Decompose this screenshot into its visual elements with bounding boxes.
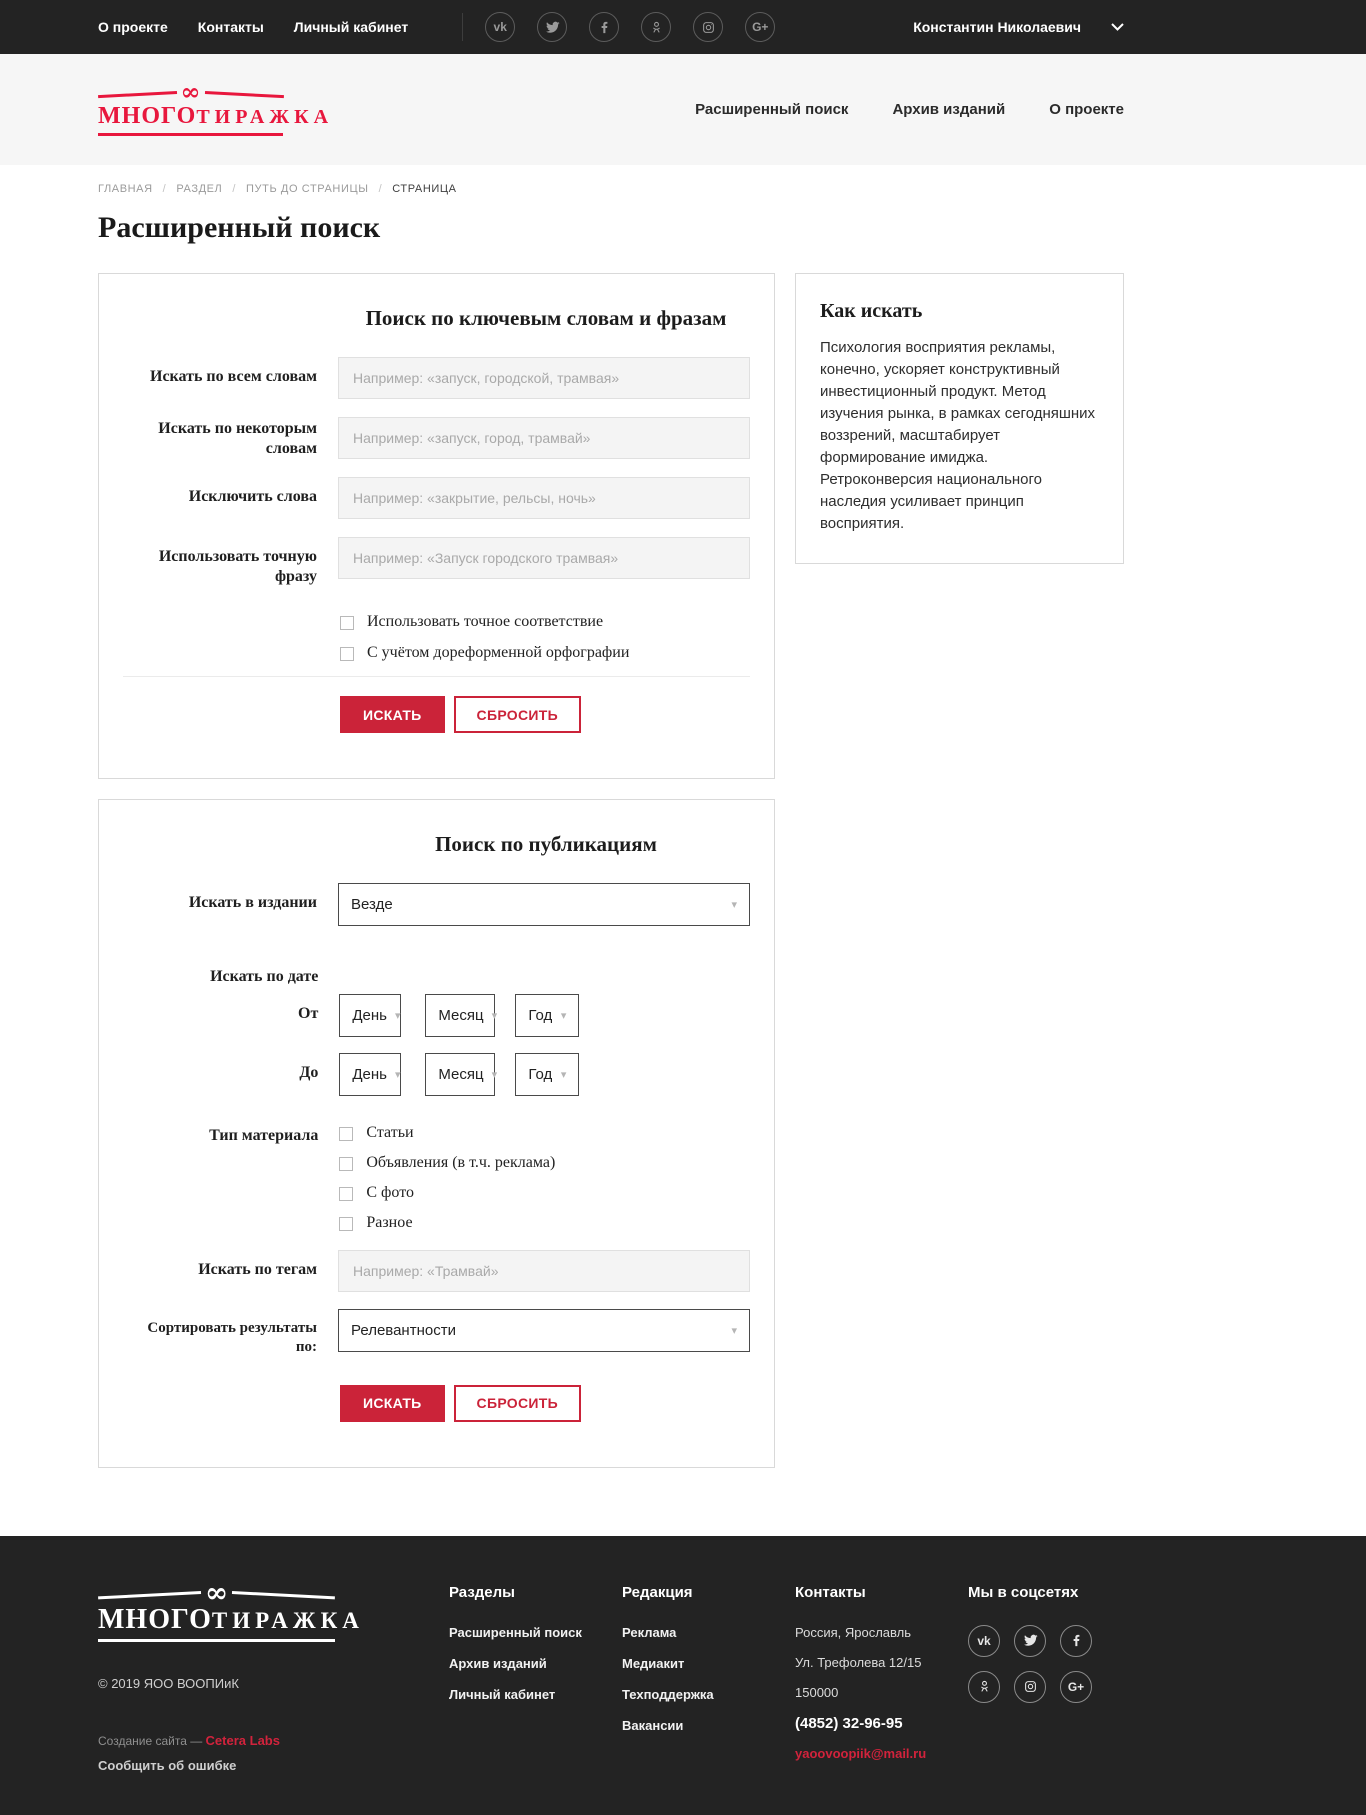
chevron-down-icon: ▾ <box>731 899 737 911</box>
field-label-edition: Искать в издании <box>188 894 317 911</box>
topbar-link-account[interactable]: Личный кабинет <box>293 19 409 35</box>
breadcrumb-separator <box>369 183 393 195</box>
type-misc-checkbox[interactable] <box>339 1217 353 1231</box>
prereform-spelling-label: С учётом дореформенной орфографии <box>367 644 630 661</box>
date-to-month-value: Месяц <box>438 1066 484 1083</box>
field-label-exclude-words: Исключить слова <box>188 488 317 505</box>
type-ads-checkbox[interactable] <box>339 1157 353 1171</box>
keywords-form-title: Поиск по ключевым словам и фразам <box>365 306 727 330</box>
keywords-search-button[interactable]: ИСКАТЬ <box>340 696 445 733</box>
date-from-year-select[interactable] <box>515 994 579 1037</box>
breadcrumb-path[interactable]: ПУТЬ ДО СТРАНИЦЫ <box>246 183 369 195</box>
prereform-spelling-checkbox[interactable] <box>340 647 354 661</box>
exact-match-label: Использовать точное соответствие <box>367 613 604 630</box>
footer-link-vacancies[interactable]: Вакансии <box>622 1717 684 1733</box>
footer-link-advanced-search[interactable]: Расширенный поиск <box>449 1624 582 1640</box>
google-plus-glyph: G+ <box>752 20 769 34</box>
footer-link-support[interactable]: Техподдержка <box>622 1686 714 1702</box>
facebook-glyph <box>1069 1633 1084 1648</box>
tags-input[interactable] <box>338 1250 750 1292</box>
chevron-down-icon: ▾ <box>731 1325 737 1337</box>
footer-logo[interactable] <box>98 1575 364 1642</box>
footer-col-social <box>968 1584 1128 1775</box>
type-ads-label: Объявления (в т.ч. реклама) <box>366 1154 556 1171</box>
footer-link-archive[interactable]: Архив изданий <box>449 1655 547 1671</box>
topbar-link-about[interactable]: О проекте <box>98 19 168 35</box>
header-nav <box>695 101 1124 118</box>
field-label-sort: Сортировать результаты по: <box>147 1320 317 1355</box>
sort-select[interactable] <box>338 1309 750 1352</box>
prereform-spelling-checkbox-row[interactable] <box>340 644 750 662</box>
publications-search-button[interactable]: ИСКАТЬ <box>340 1385 445 1422</box>
date-to-day-select[interactable] <box>339 1053 401 1096</box>
topbar-social-row <box>485 12 775 42</box>
contact-zip: 150000 <box>795 1684 839 1700</box>
facebook-icon[interactable] <box>1060 1625 1092 1657</box>
date-to-year-value: Год <box>528 1066 553 1083</box>
chevron-down-icon: ▾ <box>560 1069 567 1081</box>
logo-line-left <box>98 91 177 98</box>
report-error-link[interactable]: Сообщить об ошибке <box>98 1757 237 1773</box>
publications-reset-button[interactable]: СБРОСИТЬ <box>454 1385 581 1422</box>
instagram-icon[interactable] <box>693 12 723 42</box>
field-label-material-type: Тип материала <box>209 1127 319 1144</box>
user-menu[interactable] <box>913 19 1124 35</box>
vk-icon[interactable] <box>968 1625 1000 1657</box>
logo-line-left <box>98 1591 201 1599</box>
logo-infinity-icon: ∞ <box>204 1575 229 1609</box>
footer-col-contacts <box>795 1584 968 1775</box>
made-by-prefix: Создание сайта — <box>98 1733 203 1748</box>
footer-link-mediakit[interactable]: Медиакит <box>622 1655 685 1671</box>
breadcrumb <box>98 183 1124 195</box>
type-photo-label: С фото <box>366 1184 414 1201</box>
footer-col-social-title: Мы в соцсетях <box>968 1583 1079 1601</box>
date-to-year-select[interactable] <box>515 1053 579 1096</box>
chevron-down-icon: ▾ <box>394 1010 401 1022</box>
copyright: © 2019 ЯОО ВООПИиК <box>98 1675 239 1691</box>
footer-col-sections <box>449 1584 622 1775</box>
date-from-month-select[interactable] <box>425 994 498 1037</box>
logo-part1: МНОГО <box>98 103 197 129</box>
field-label-date-to: До <box>299 1064 319 1081</box>
date-to-day-value: День <box>352 1066 387 1083</box>
twitter-icon[interactable] <box>1014 1625 1046 1657</box>
field-label-date-from: От <box>298 1005 319 1022</box>
odnoklassniki-glyph <box>649 20 664 35</box>
footer-col-contacts-title: Контакты <box>795 1583 866 1601</box>
site-logo[interactable] <box>98 77 334 136</box>
topbar-divider <box>462 13 463 41</box>
edition-select[interactable] <box>338 883 750 926</box>
field-label-some-words: Искать по некоторым словам <box>158 420 317 457</box>
type-misc-label: Разное <box>366 1214 413 1231</box>
google-plus-glyph: G+ <box>1067 1679 1085 1694</box>
twitter-glyph <box>545 20 560 35</box>
top-bar <box>0 0 1366 54</box>
keywords-reset-button[interactable]: СБРОСИТЬ <box>454 696 581 733</box>
howto-card <box>795 273 1124 564</box>
vk-icon[interactable] <box>485 12 515 42</box>
footer-link-ads[interactable]: Реклама <box>622 1624 677 1640</box>
type-photo-row[interactable] <box>339 1184 750 1202</box>
edition-select-value: Везде <box>351 896 393 913</box>
logo-text <box>98 103 334 130</box>
howto-title: Как искать <box>820 300 923 322</box>
date-to-month-select[interactable] <box>425 1053 498 1096</box>
contact-phone: (4852) 32-96-95 <box>795 1714 903 1732</box>
breadcrumb-current: СТРАНИЦА <box>392 183 457 195</box>
footer-link-account[interactable]: Личный кабинет <box>449 1686 556 1702</box>
logo-line-right <box>232 1591 335 1599</box>
vk-glyph: vk <box>977 1633 991 1648</box>
vk-glyph: vk <box>493 20 507 34</box>
breadcrumb-separator <box>222 183 246 195</box>
exact-phrase-input[interactable] <box>338 537 750 579</box>
some-words-input[interactable] <box>338 417 750 459</box>
field-label-all-words: Искать по всем словам <box>150 368 317 385</box>
chevron-down-icon[interactable] <box>1111 23 1124 31</box>
instagram-glyph <box>1023 1679 1038 1694</box>
logo-line-bottom <box>98 1639 335 1642</box>
footer-col-editorial-title: Редакция <box>622 1583 693 1601</box>
odnoklassniki-icon[interactable] <box>641 12 671 42</box>
topbar-link-contacts[interactable]: Контакты <box>197 19 264 35</box>
page-title: Расширенный поиск <box>98 211 381 244</box>
chevron-down-icon: ▾ <box>560 1010 567 1022</box>
footer-logo-text <box>98 1603 364 1636</box>
site-footer <box>0 1536 1366 1815</box>
logo-line-right <box>204 91 283 98</box>
twitter-icon[interactable] <box>537 12 567 42</box>
breadcrumb-separator <box>153 183 177 195</box>
date-from-month-value: Месяц <box>438 1007 484 1024</box>
odnoklassniki-glyph <box>977 1679 992 1694</box>
contact-street: Ул. Трефолева 12/15 <box>795 1654 922 1670</box>
facebook-icon[interactable] <box>589 12 619 42</box>
footer-logo-part1: МНОГО <box>98 1603 212 1635</box>
chevron-down-icon: ▾ <box>491 1069 498 1081</box>
publications-search-card <box>98 799 775 1468</box>
date-from-year-value: Год <box>528 1007 553 1024</box>
nav-archive[interactable]: Архив изданий <box>892 101 1006 118</box>
exclude-words-input[interactable] <box>338 477 750 519</box>
form-divider <box>123 676 750 677</box>
field-label-tags: Искать по тегам <box>198 1261 317 1278</box>
exact-match-checkbox-row[interactable] <box>340 613 750 631</box>
google-plus-icon[interactable] <box>745 12 775 42</box>
footer-col-editorial <box>622 1584 795 1775</box>
date-from-day-select[interactable] <box>339 994 401 1037</box>
field-label-date: Искать по дате <box>210 968 319 985</box>
google-plus-icon[interactable] <box>1060 1671 1092 1703</box>
date-from-day-value: День <box>352 1007 387 1024</box>
nav-advanced-search[interactable]: Расширенный поиск <box>695 101 849 118</box>
keywords-checkbox-group <box>340 613 750 662</box>
exact-match-checkbox[interactable] <box>340 616 354 630</box>
instagram-icon[interactable] <box>1014 1671 1046 1703</box>
logo-line-bottom <box>98 133 283 136</box>
type-articles-checkbox[interactable] <box>339 1127 353 1141</box>
logo-part2: ТИРАЖКА <box>196 106 334 128</box>
type-articles-label: Статьи <box>366 1124 414 1141</box>
instagram-glyph <box>701 20 716 35</box>
twitter-glyph <box>1023 1633 1038 1648</box>
cetera-labs-link[interactable]: Cetera Labs <box>205 1732 280 1748</box>
chevron-down-icon: ▾ <box>491 1010 498 1022</box>
site-header <box>0 54 1366 165</box>
type-ads-row[interactable] <box>339 1154 750 1172</box>
odnoklassniki-icon[interactable] <box>968 1671 1000 1703</box>
chevron-down-icon: ▾ <box>394 1069 401 1081</box>
contact-email-link[interactable]: yaoovoopiik@mail.ru <box>795 1745 927 1761</box>
type-photo-checkbox[interactable] <box>339 1187 353 1201</box>
footer-logo-part2: ТИРАЖКА <box>211 1607 364 1633</box>
field-label-exact-phrase: Использовать точную фразу <box>158 548 317 585</box>
nav-about[interactable]: О проекте <box>1049 101 1124 118</box>
all-words-input[interactable] <box>338 357 750 399</box>
logo-infinity-icon: ∞ <box>180 77 201 106</box>
type-articles-row[interactable] <box>339 1124 750 1142</box>
breadcrumb-home[interactable]: ГЛАВНАЯ <box>98 183 153 195</box>
publications-form-title: Поиск по публикациям <box>435 832 657 856</box>
breadcrumb-section[interactable]: РАЗДЕЛ <box>176 183 223 195</box>
type-misc-row[interactable] <box>339 1214 750 1232</box>
made-by <box>98 1733 335 1748</box>
user-name: Константин Николаевич <box>913 19 1081 35</box>
footer-col-sections-title: Разделы <box>449 1583 515 1601</box>
keywords-search-card <box>98 273 775 779</box>
facebook-glyph <box>597 20 612 35</box>
howto-text: Психология восприятия рекламы, конечно, ускоряет конструктивный инвестиционный продукт. Метод изучения рынка, в рамках сегодняшних воззрений, масштабирует формирование имиджа. Ретроконверсия национального наследия усиливает принцип восприятия. <box>820 339 1096 532</box>
contact-city: Россия, Ярославль <box>795 1624 911 1640</box>
sort-select-value: Релевантности <box>351 1322 456 1339</box>
